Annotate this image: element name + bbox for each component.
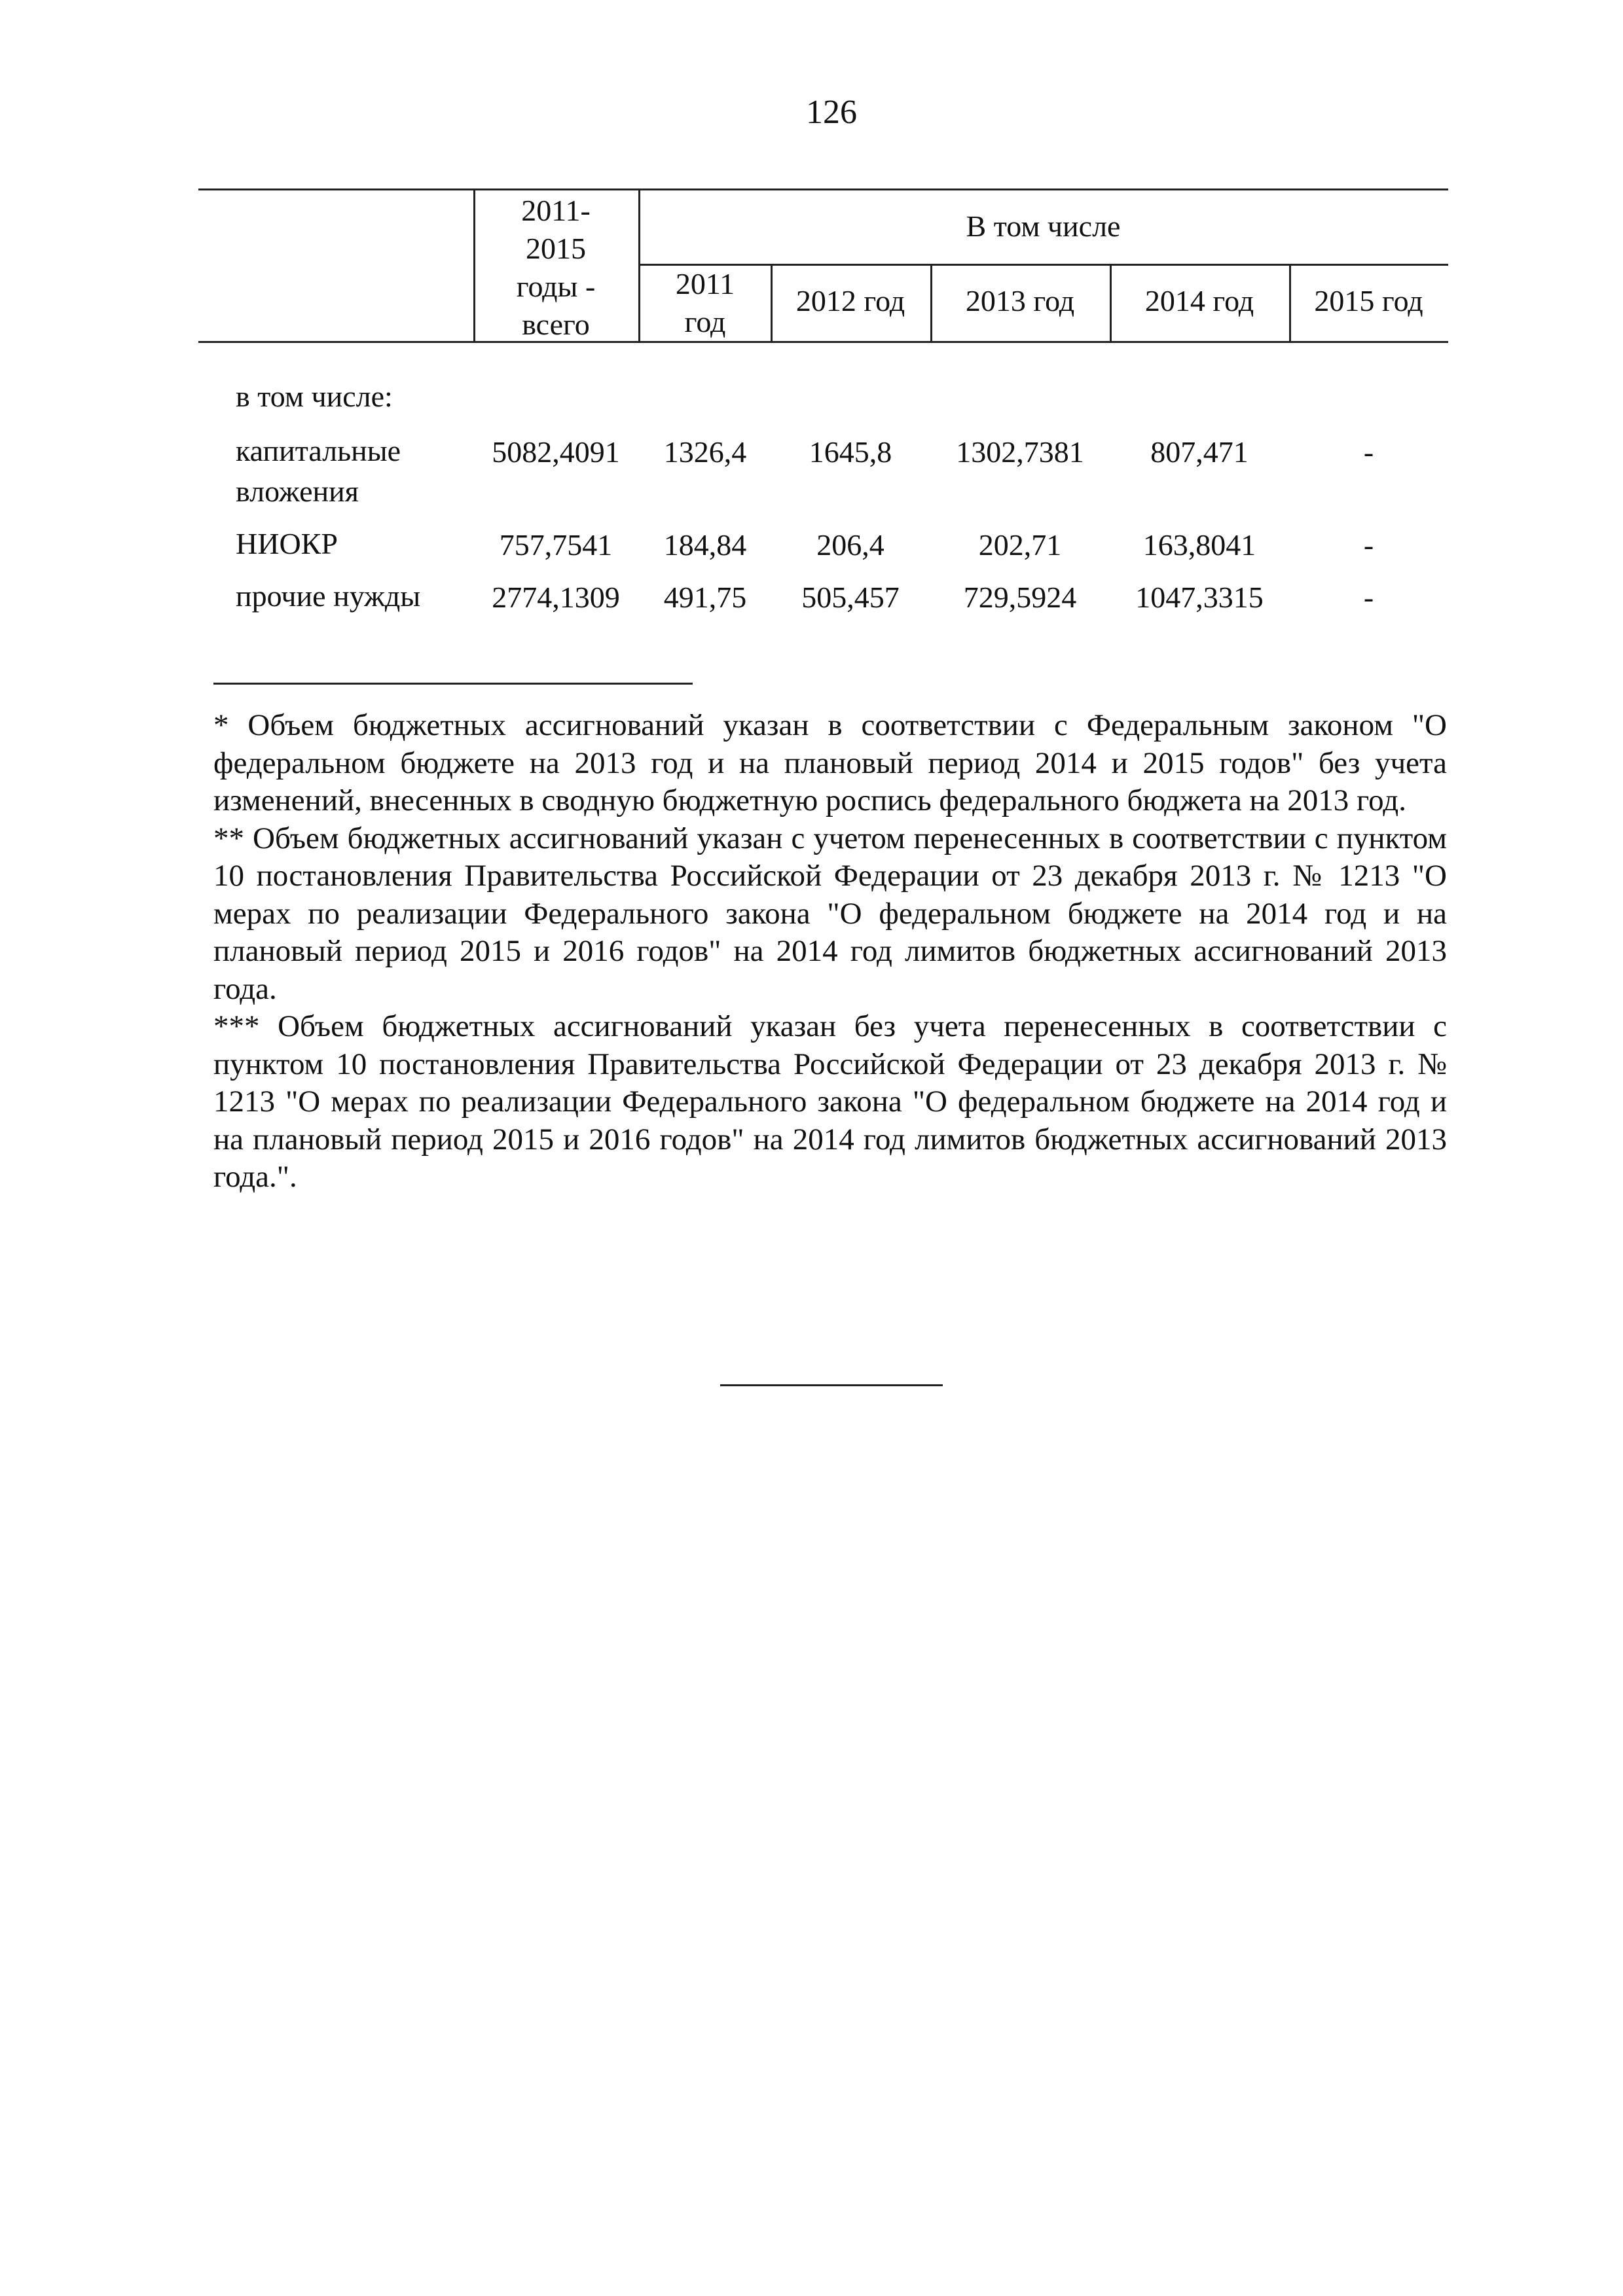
row-label (236, 576, 420, 617)
row-label-line: вложения (236, 475, 359, 508)
table-header (198, 188, 1448, 343)
cell-2015: - (1363, 435, 1374, 469)
cell-2011: 491,75 (663, 581, 747, 614)
cell-2013: 202,71 (978, 528, 1062, 562)
header-2013: 2013 год (965, 284, 1075, 317)
cell-2015: - (1363, 581, 1374, 614)
header-2011 (640, 265, 771, 341)
page-number: 126 (806, 94, 857, 131)
row-label (236, 524, 338, 564)
cell-2011: 1326,4 (663, 435, 747, 469)
cell-2012: 1645,8 (809, 435, 892, 469)
cell-2014: 163,8041 (1142, 528, 1256, 562)
cell-2015: - (1363, 528, 1374, 562)
row-label-line: НИОКР (236, 527, 338, 560)
header-total-line: всего (522, 308, 590, 341)
cell-total: 5082,4091 (492, 435, 620, 469)
section-label: в том числе: (236, 380, 393, 413)
end-of-document-rule (720, 1384, 943, 1386)
header-total (473, 192, 638, 344)
header-2014: 2014 год (1144, 284, 1254, 317)
header-total-line: годы - (516, 270, 596, 303)
cell-2011: 184,84 (663, 528, 747, 562)
header-2011-line: 2011 (675, 267, 735, 300)
cell-2012: 206,4 (816, 528, 884, 562)
cell-2013: 729,5924 (963, 581, 1077, 614)
footnote-2: ** Объем бюджетных ассигнований указан с учетом перенесенных в соответствии с пунктом 10 постановления Правительства Российской Федерации от 23 декабря 2013 г. № 1213 "О мерах по реализации Федерального закона "О федеральном бюджете на 2014 год и на плановый период 2015 и 2016 годов" на 2014 год лимитов бюджетных ассигнований 2013 года. (213, 821, 1447, 1006)
footnote-1: * Объем бюджетных ассигнований указан в соответствии с Федеральным законом "О федеральном бюджете на 2013 год и на плановый период 2014 и 2015 годов" без учета изменений, внесенных в сводную бюджетную роспись федерального бюджета на 2013 год. (213, 708, 1447, 817)
header-2012: 2012 год (795, 284, 905, 317)
header-2015: 2015 год (1314, 284, 1423, 317)
header-2011-line: год (684, 305, 726, 338)
row-label-line: капитальные (236, 434, 401, 467)
footnotes (213, 707, 1447, 1196)
header-total-line: 2015 (526, 232, 586, 265)
footnote-separator (213, 683, 693, 685)
cell-2012: 505,457 (801, 581, 900, 614)
cell-total: 757,7541 (499, 528, 613, 562)
header-group: В том числе (966, 209, 1121, 243)
cell-2013: 1302,7381 (956, 435, 1084, 469)
footnote-3: *** Объем бюджетных ассигнований указан без учета перенесенных в соответствии с пунктом 10 постановления Правительства Российской Федерации от 23 декабря 2013 г. № 1213 "О мерах по реализации Федерального закона "О федеральном бюджете на 2014 год и на плановый период 2015 и 2016 годов" на 2014 год лимитов бюджетных ассигнований 2013 года.". (213, 1009, 1447, 1194)
header-total-line: 2011- (521, 194, 591, 227)
cell-total: 2774,1309 (492, 581, 620, 614)
cell-2014: 807,471 (1150, 435, 1249, 469)
cell-2014: 1047,3315 (1135, 581, 1264, 614)
row-label (236, 431, 401, 512)
row-label-line: прочие нужды (236, 579, 421, 613)
